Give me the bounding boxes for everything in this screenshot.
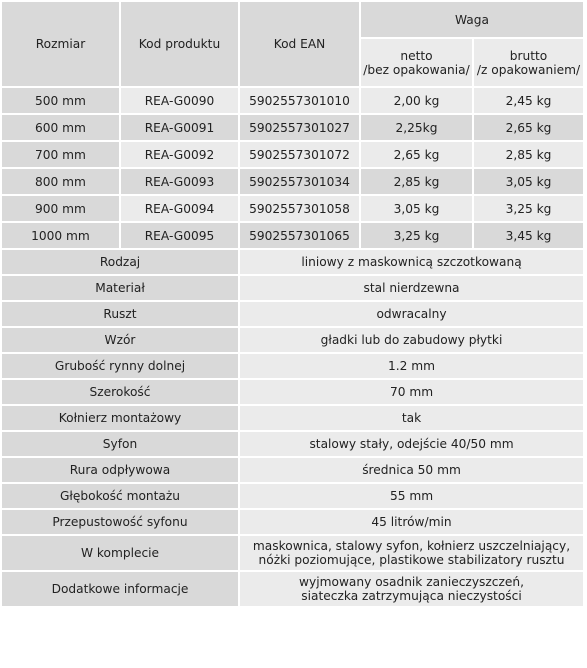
spec-label-grate: Ruszt (1, 301, 239, 327)
cell-brutto: 3,45 kg (473, 222, 584, 249)
cell-size: 900 mm (1, 195, 120, 222)
product-row (1, 141, 584, 168)
spec-label-included: W komplecie (1, 535, 239, 571)
cell-netto: 3,05 kg (360, 195, 473, 222)
header-netto-label: netto (400, 48, 433, 63)
header-product-code: Kod produktu (120, 1, 239, 87)
spec-value-flow: 45 litrów/min (239, 509, 584, 535)
spec-label-depth: Głębokość montażu (1, 483, 239, 509)
spec-value-additional (239, 571, 584, 607)
spec-label-siphon: Syfon (1, 431, 239, 457)
spec-value-type: liniowy z maskownicą szczotkowaną (239, 249, 584, 275)
spec-value-material: stal nierdzewna (239, 275, 584, 301)
cell-brutto: 3,05 kg (473, 168, 584, 195)
header-ean-code: Kod EAN (239, 1, 360, 87)
header-netto (360, 38, 473, 87)
spec-row (1, 457, 584, 483)
spec-row (1, 249, 584, 275)
spec-row (1, 327, 584, 353)
spec-label-pattern: Wzór (1, 327, 239, 353)
product-row (1, 168, 584, 195)
spec-row (1, 571, 584, 607)
cell-product-code: REA-G0095 (120, 222, 239, 249)
spec-label-material: Materiał (1, 275, 239, 301)
cell-ean: 5902557301058 (239, 195, 360, 222)
spec-label-flange: Kołnierz montażowy (1, 405, 239, 431)
cell-size: 500 mm (1, 87, 120, 114)
spec-row (1, 535, 584, 571)
header-brutto-sub: /z opakowaniem/ (476, 62, 581, 77)
spec-label-additional: Dodatkowe informacje (1, 571, 239, 607)
spec-row (1, 379, 584, 405)
product-row (1, 195, 584, 222)
header-row (1, 1, 584, 38)
spec-row (1, 301, 584, 327)
spec-label-type: Rodzaj (1, 249, 239, 275)
cell-netto: 3,25 kg (360, 222, 473, 249)
cell-product-code: REA-G0090 (120, 87, 239, 114)
cell-netto: 2,00 kg (360, 87, 473, 114)
cell-brutto: 3,25 kg (473, 195, 584, 222)
product-row (1, 87, 584, 114)
header-size: Rozmiar (1, 1, 120, 87)
product-row (1, 114, 584, 141)
header-weight: Waga (360, 1, 584, 38)
spec-value-siphon: stalowy stały, odejście 40/50 mm (239, 431, 584, 457)
spec-value-width: 70 mm (239, 379, 584, 405)
spec-row (1, 353, 584, 379)
spec-value-grate: odwracalny (239, 301, 584, 327)
cell-product-code: REA-G0094 (120, 195, 239, 222)
cell-netto: 2,25kg (360, 114, 473, 141)
spec-label-drain-pipe: Rura odpływowa (1, 457, 239, 483)
spec-value-depth: 55 mm (239, 483, 584, 509)
cell-product-code: REA-G0093 (120, 168, 239, 195)
cell-product-code: REA-G0092 (120, 141, 239, 168)
spec-row (1, 275, 584, 301)
cell-ean: 5902557301027 (239, 114, 360, 141)
cell-product-code: REA-G0091 (120, 114, 239, 141)
spec-value-additional-line1: wyjmowany osadnik zanieczyszczeń, (299, 575, 524, 589)
cell-size: 600 mm (1, 114, 120, 141)
cell-ean: 5902557301010 (239, 87, 360, 114)
cell-ean: 5902557301072 (239, 141, 360, 168)
spec-value-included-line2: nóżki poziomujące, plastikowe stabilizatory rusztu (258, 553, 565, 567)
cell-brutto: 2,85 kg (473, 141, 584, 168)
spec-row (1, 483, 584, 509)
spec-value-included (239, 535, 584, 571)
spec-value-drain-pipe: średnica 50 mm (239, 457, 584, 483)
cell-netto: 2,85 kg (360, 168, 473, 195)
cell-size: 1000 mm (1, 222, 120, 249)
cell-brutto: 2,45 kg (473, 87, 584, 114)
spec-value-included-line1: maskownica, stalowy syfon, kołnierz uszczelniający, (252, 539, 571, 553)
spec-row (1, 405, 584, 431)
cell-brutto: 2,65 kg (473, 114, 584, 141)
spec-label-width: Szerokość (1, 379, 239, 405)
spec-label-flow: Przepustowość syfonu (1, 509, 239, 535)
header-brutto-label: brutto (509, 48, 548, 63)
header-netto-sub: /bez opakowania/ (363, 62, 470, 77)
spec-label-thickness: Grubość rynny dolnej (1, 353, 239, 379)
cell-size: 700 mm (1, 141, 120, 168)
spec-value-additional-line2: siateczka zatrzymująca nieczystości (301, 589, 522, 603)
cell-size: 800 mm (1, 168, 120, 195)
cell-ean: 5902557301065 (239, 222, 360, 249)
product-row (1, 222, 584, 249)
cell-ean: 5902557301034 (239, 168, 360, 195)
spec-value-pattern: gładki lub do zabudowy płytki (239, 327, 584, 353)
spec-value-flange: tak (239, 405, 584, 431)
spec-value-thickness: 1.2 mm (239, 353, 584, 379)
cell-netto: 2,65 kg (360, 141, 473, 168)
spec-row (1, 431, 584, 457)
spec-row (1, 509, 584, 535)
header-brutto (473, 38, 584, 87)
